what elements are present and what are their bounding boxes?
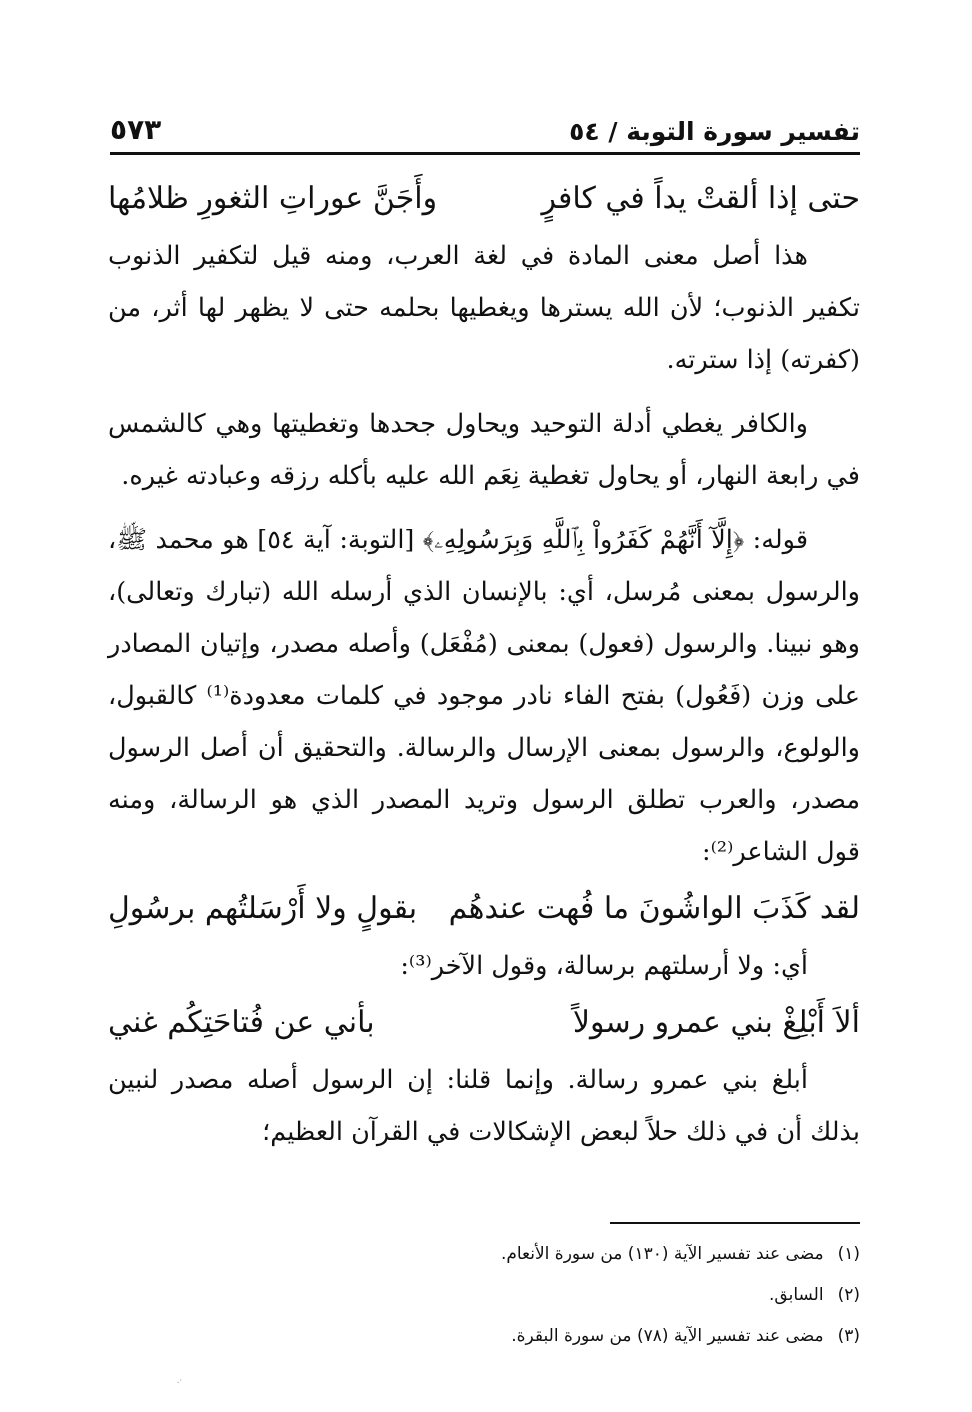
footnote [300,1316,860,1357]
footnote-text: مضى عند تفسير الآية (٧٨) من سورة البقرة. [511,1326,824,1346]
verse-hemistich-second: بأني عن فُتاحَتِكُم غني [108,1005,375,1040]
verse-hemistich-first: ألاَ أَبْلِغْ بني عمرو رسولاً [572,1005,860,1040]
page-body [108,168,860,1158]
footnote-number: (٢) [837,1285,860,1305]
footnote [300,1234,860,1275]
poetry-verse [108,878,860,940]
scan-speck: ·. [176,1376,182,1385]
poetry-verse [108,168,860,230]
poetry-verse [108,992,860,1054]
paragraph: أي: ولا أرسلتهم برسالة، وقول الآخر⁽³⁾: [400,951,808,981]
footnote-divider [610,1222,860,1224]
verse-hemistich-first: لقد كَذَبَ الواشُونَ ما فُهت عندهُم [448,891,860,926]
page-header [110,102,860,155]
footnote-text: مضى عند تفسير الآية (١٣٠) من سورة الأنعام. [500,1244,824,1264]
paragraph: أبلغ بني عمرو رسالة. وإنما قلنا: إن الرسول أصله مصدر لنبين بذلك أن في ذلك حلاً لبعض الإشكالات في القرآن العظيم؛ [108,1065,860,1147]
running-title: تفسير سورة التوبة / ٥٤ [569,117,860,146]
footnote-text: السابق. [769,1285,824,1305]
footnote-number: (٣) [837,1326,860,1346]
footnote [300,1275,860,1316]
paragraph: هذا أصل معنى المادة في لغة العرب، ومنه قيل لتكفير الذنوب تكفير الذنوب؛ لأن الله يسترها ويغطيها بحلمه حتى لا يظهر لها أثر، من (كفرته) إذا سترته. [108,241,860,375]
verse-hemistich-second: بقولٍ ولا أَرْسَلتُهم برسُولِ [108,891,418,926]
paragraph: والكافر يغطي أدلة التوحيد ويحاول جحدها وتغطيتها وهي كالشمس في رابعة النهار، أو يحاول تغطية نِعَم الله عليه بأكله رزقه وعبادته غيره. [108,409,860,491]
paragraph: قوله: ﴿إِلَّآ أَنَّهُمْ كَفَرُواْ بِٱللَّهِ وَبِرَسُولِهِۦ﴾ [التوبة: آية ٥٤] هو محمد ﷺ، والرسول بمعنى مُرسل، أي: بالإنسان الذي أرسله الله (تبارك وتعالى)، وهو نبينا. والرسول (فعول) بمعنى (مُفْعَل) وأصله مصدر، وإتيان المصادر على وزن (فَعُول) بفتح الفاء نادر موجود في كلمات معدودة⁽¹⁾ كالقبول، والولوع، والرسول بمعنى الإرسال والرسالة. والتحقيق أن أصل الرسول مصدر، والعرب تطلق الرسول وتريد المصدر الذي هو الرسالة، ومنه قول الشاعر⁽²⁾: [108,525,860,867]
footnote-number: (١) [837,1244,860,1264]
verse-hemistich-second: وأَجَنَّ عوراتِ الثغورِ ظلامُها [108,181,438,216]
footnotes [300,1234,860,1357]
page-number: ٥٧٣ [110,113,162,146]
verse-hemistich-first: حتى إذا ألقتْ يداً في كافرٍ [541,181,860,216]
